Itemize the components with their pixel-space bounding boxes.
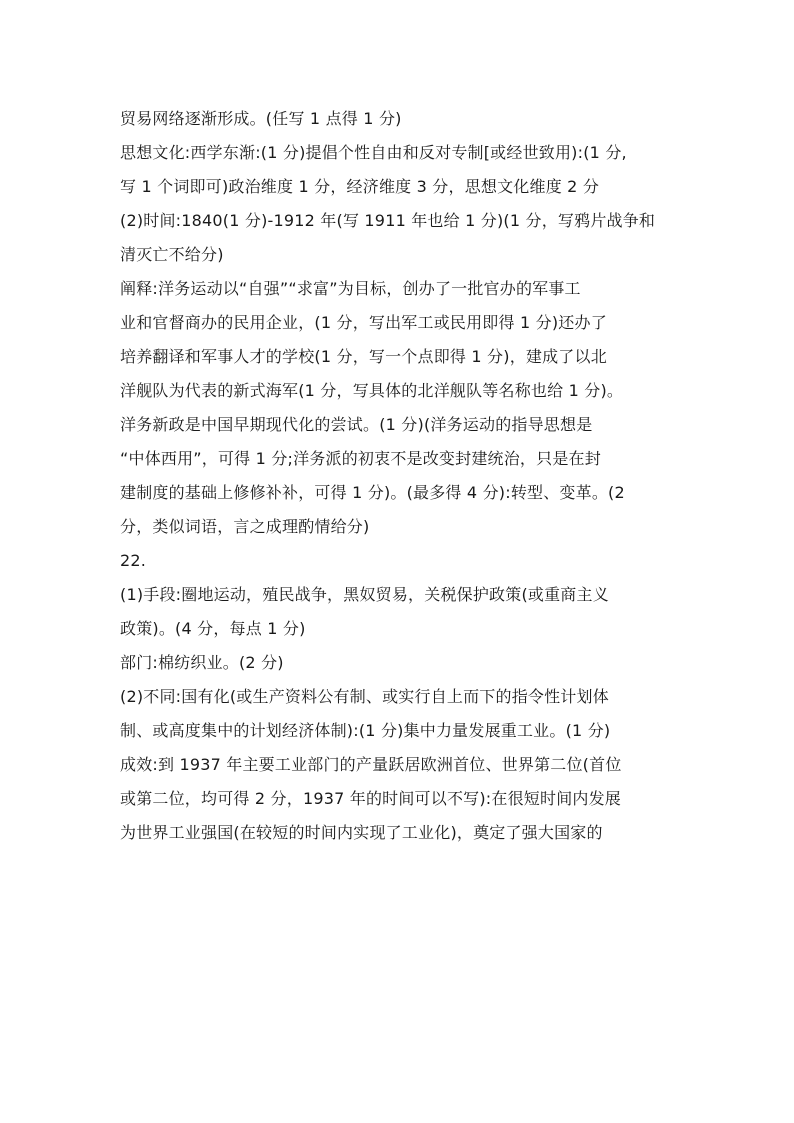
text-line: “中体西用”，可得 1 分;洋务派的初衷不是改变封建统治，只是在封	[120, 449, 601, 468]
text-line: 洋务新政是中国早期现代化的尝试。(1 分)(洋务运动的指导思想是	[120, 415, 593, 434]
text-line: (1)手段:圈地运动，殖民战争，黑奴贸易，关税保护政策(或重商主义	[120, 585, 609, 604]
text-line: 业和官督商办的民用企业，(1 分，写出军工或民用即得 1 分)还办了	[120, 313, 607, 332]
text-line: 部门:棉纺织业。(2 分)	[120, 653, 284, 672]
question-number: 22.	[120, 551, 147, 570]
text-line: 分，类似词语，言之成理酌情给分)	[120, 517, 370, 536]
text-line: 写 1 个词即可)政治维度 1 分，经济维度 3 分，思想文化维度 2 分	[120, 177, 600, 196]
text-line: 政策)。(4 分，每点 1 分)	[120, 619, 306, 638]
text-line: 培养翻译和军事人才的学校(1 分，写一个点即得 1 分)，建成了以北	[120, 347, 607, 366]
text-line: 贸易网络逐渐形成。(任写 1 点得 1 分)	[120, 109, 402, 128]
text-line: 制、或高度集中的计划经济体制):(1 分)集中力量发展重工业。(1 分)	[120, 721, 611, 740]
text-line: 建制度的基础上修修补补，可得 1 分)。(最多得 4 分):转型、变革。(2	[120, 483, 625, 502]
text-line: 洋舰队为代表的新式海军(1 分，写具体的北洋舰队等名称也给 1 分)。	[120, 381, 624, 400]
text-line: 阐释:洋务运动以“自强”“求富”为目标，创办了一批官办的军事工	[120, 279, 581, 298]
answer-text-body	[120, 102, 680, 850]
text-line: 成效:到 1937 年主要工业部门的产量跃居欧洲首位、世界第二位(首位	[120, 755, 622, 774]
text-line: (2)时间:1840(1 分)-1912 年(写 1911 年也给 1 分)(1 分，写鸦片战争和	[120, 211, 656, 230]
text-line: 清灭亡不给分)	[120, 245, 224, 264]
text-line: 思想文化:西学东渐:(1 分)提倡个性自由和反对专制[或经世致用):(1 分,	[120, 143, 627, 162]
text-line: (2)不同:国有化(或生产资料公有制、或实行自上而下的指令性计划体	[120, 687, 609, 706]
text-line: 为世界工业强国(在较短的时间内实现了工业化)，奠定了强大国家的	[120, 823, 603, 842]
text-line: 或第二位，均可得 2 分，1937 年的时间可以不写):在很短时间内发展	[120, 789, 621, 808]
